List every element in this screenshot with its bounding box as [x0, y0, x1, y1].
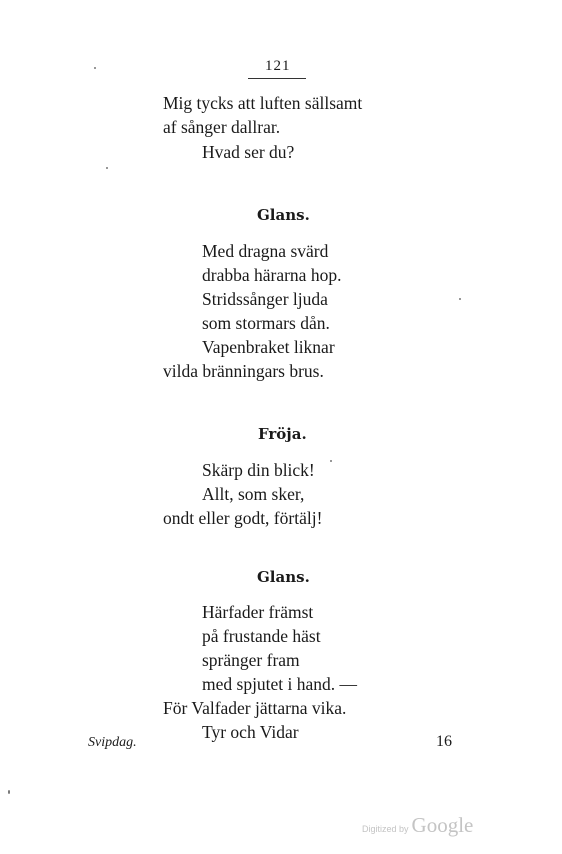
verse-line: Härfader främst	[202, 602, 314, 622]
verse-line: För Valfader jättarna vika.	[163, 698, 347, 718]
verse-line: Med dragna svärd	[202, 241, 329, 261]
scan-speck	[459, 298, 461, 300]
verse-line: vilda bränningars brus.	[163, 361, 324, 381]
verse-line: på frustande häst	[202, 626, 321, 646]
verse-line: Tyr och Vidar	[202, 722, 299, 742]
verse-line: Allt, som sker,	[202, 484, 305, 504]
verse-line: Stridssånger ljuda	[202, 289, 328, 309]
verse-line: med spjutet i hand. —	[202, 674, 358, 694]
verse-line: Mig tycks att luften sällsamt	[163, 93, 363, 113]
verse-line: ondt eller godt, förtälj!	[163, 508, 323, 528]
verse-line: Skärp din blick!	[202, 460, 315, 480]
speaker-heading: Fröja.	[258, 425, 307, 443]
speaker-heading: Glans.	[257, 206, 310, 224]
verse-line: drabba härarna hop.	[202, 265, 342, 285]
scan-speck	[106, 167, 108, 169]
watermark-prefix: Digitized by	[362, 824, 409, 834]
watermark-brand: Google	[411, 813, 474, 837]
scan-speck	[8, 790, 10, 794]
verse-line: Hvad ser du?	[202, 142, 295, 162]
page-number-rule	[248, 78, 306, 79]
verse-line: Vapenbraket liknar	[202, 337, 335, 357]
page-number: 121	[265, 58, 291, 74]
verse-line: af sånger dallrar.	[163, 117, 281, 137]
sheet-number: 16	[436, 733, 452, 750]
speaker-heading: Glans.	[257, 568, 310, 586]
verse-line: som stormars dån.	[202, 313, 330, 333]
scan-speck	[330, 460, 332, 462]
signature-mark: Svipdag.	[88, 735, 137, 750]
digitized-watermark	[362, 813, 473, 838]
scan-speck	[94, 67, 96, 69]
verse-line: spränger fram	[202, 650, 300, 670]
